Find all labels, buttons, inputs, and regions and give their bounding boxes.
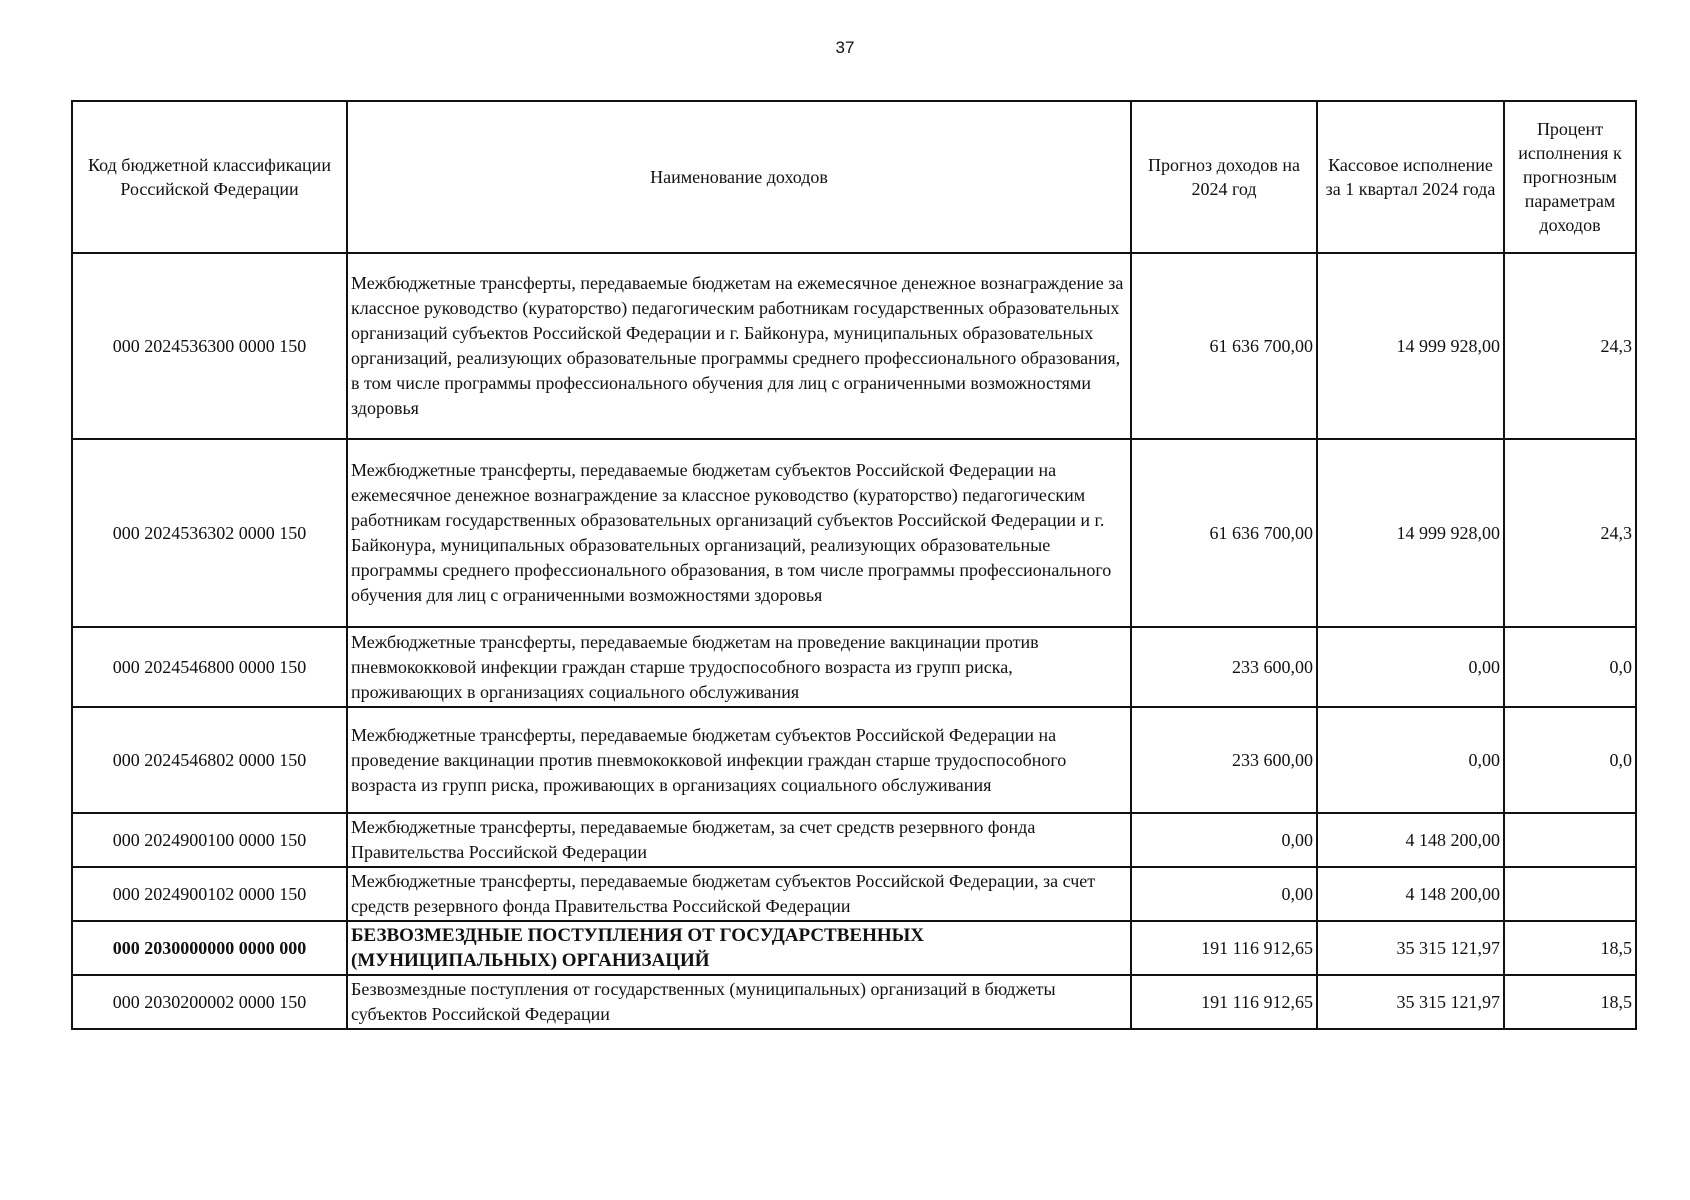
- row-forecast: 191 116 912,65: [1131, 975, 1317, 1029]
- row-execution: 0,00: [1317, 627, 1504, 707]
- row-forecast: 233 600,00: [1131, 627, 1317, 707]
- table-row: [72, 253, 1636, 439]
- row-forecast: 0,00: [1131, 813, 1317, 867]
- row-code: 000 2024546802 0000 150: [72, 707, 347, 813]
- row-code: 000 2024900100 0000 150: [72, 813, 347, 867]
- row-forecast: 0,00: [1131, 867, 1317, 921]
- row-name: Межбюджетные трансферты, передаваемые бюджетам, за счет средств резервного фонда Правительства Российской Федерации: [347, 813, 1131, 867]
- row-execution: 4 148 200,00: [1317, 813, 1504, 867]
- row-forecast: 233 600,00: [1131, 707, 1317, 813]
- row-name: Межбюджетные трансферты, передаваемые бюджетам на ежемесячное денежное вознаграждение за классное руководство (кураторство) педагогическим работникам государственных образовательных организаций субъектов Российской Федерации и г. Байконура, муниципальных образовательных организаций, реализующих образовательные программы среднего профессионального образования, в том числе программы профессионального обучения для лиц с ограниченными возможностями здоровья: [347, 253, 1131, 439]
- table-row: [72, 975, 1636, 1029]
- table-row: [72, 813, 1636, 867]
- row-percent: 0,0: [1504, 707, 1636, 813]
- table-row: [72, 867, 1636, 921]
- row-percent: 24,3: [1504, 439, 1636, 627]
- row-execution: 35 315 121,97: [1317, 975, 1504, 1029]
- row-code: 000 2030000000 0000 000: [72, 921, 347, 975]
- row-code: 000 2024546800 0000 150: [72, 627, 347, 707]
- row-name: Межбюджетные трансферты, передаваемые бюджетам субъектов Российской Федерации на ежемесячное денежное вознаграждение за классное руководство (кураторство) педагогическим работникам государственных образовательных организаций субъектов Российской Федерации и г. Байконура, муниципальных образовательных организаций, реализующих образовательные программы среднего профессионального образования, в том числе программы профессионального обучения для лиц с ограниченными возможностями здоровья: [347, 439, 1131, 627]
- row-name: БЕЗВОЗМЕЗДНЫЕ ПОСТУПЛЕНИЯ ОТ ГОСУДАРСТВЕННЫХ (МУНИЦИПАЛЬНЫХ) ОРГАНИЗАЦИЙ: [347, 921, 1131, 975]
- row-percent: 24,3: [1504, 253, 1636, 439]
- row-percent: 18,5: [1504, 921, 1636, 975]
- table-row: [72, 439, 1636, 627]
- row-code: 000 2024536302 0000 150: [72, 439, 347, 627]
- revenue-table: [71, 100, 1637, 1030]
- row-code: 000 2024900102 0000 150: [72, 867, 347, 921]
- row-percent: 0,0: [1504, 627, 1636, 707]
- row-forecast: 61 636 700,00: [1131, 253, 1317, 439]
- row-name: Межбюджетные трансферты, передаваемые бюджетам субъектов Российской Федерации на проведение вакцинации против пневмококковой инфекции граждан старше трудоспособного возраста из групп риска, проживающих в организациях социального обслуживания: [347, 707, 1131, 813]
- row-forecast: 191 116 912,65: [1131, 921, 1317, 975]
- row-percent: [1504, 813, 1636, 867]
- row-execution: 14 999 928,00: [1317, 253, 1504, 439]
- table-row: [72, 627, 1636, 707]
- row-forecast: 61 636 700,00: [1131, 439, 1317, 627]
- table-header-row: [72, 101, 1636, 253]
- row-execution: 35 315 121,97: [1317, 921, 1504, 975]
- row-execution: 0,00: [1317, 707, 1504, 813]
- header-code: Код бюджетной классификации Российской Федерации: [72, 101, 347, 253]
- row-name: Безвозмездные поступления от государственных (муниципальных) организаций в бюджеты субъектов Российской Федерации: [347, 975, 1131, 1029]
- row-name: Межбюджетные трансферты, передаваемые бюджетам субъектов Российской Федерации, за счет средств резервного фонда Правительства Российской Федерации: [347, 867, 1131, 921]
- header-forecast: Прогноз доходов на 2024 год: [1131, 101, 1317, 253]
- row-percent: 18,5: [1504, 975, 1636, 1029]
- table-row: [72, 707, 1636, 813]
- row-percent: [1504, 867, 1636, 921]
- row-code: 000 2024536300 0000 150: [72, 253, 347, 439]
- row-name: Межбюджетные трансферты, передаваемые бюджетам на проведение вакцинации против пневмококковой инфекции граждан старше трудоспособного возраста из групп риска, проживающих в организациях социального обслуживания: [347, 627, 1131, 707]
- row-code: 000 2030200002 0000 150: [72, 975, 347, 1029]
- row-execution: 14 999 928,00: [1317, 439, 1504, 627]
- page-number: 37: [835, 38, 855, 57]
- row-execution: 4 148 200,00: [1317, 867, 1504, 921]
- header-percent: Процент исполнения к прогнозным параметрам доходов: [1504, 101, 1636, 253]
- header-name: Наименование доходов: [347, 101, 1131, 253]
- header-execution: Кассовое исполнение за 1 квартал 2024 года: [1317, 101, 1504, 253]
- table-row-total: [72, 921, 1636, 975]
